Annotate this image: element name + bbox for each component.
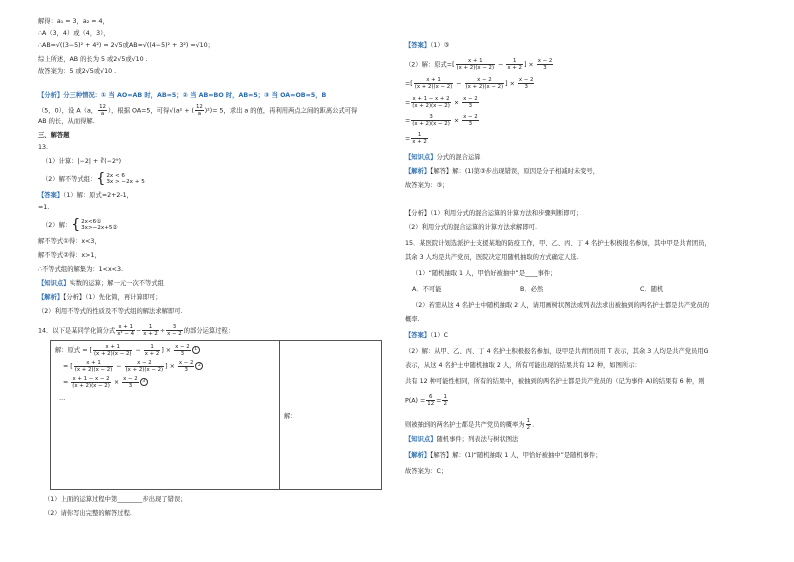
answer-line: P(A) = $\frac{6}{12}$ = $\frac{1}{2}$ [405, 394, 447, 407]
analysis-line: 【解析】【解答】解：(1)第③步出现错误，原因是分子相减时未变号， [405, 168, 600, 175]
work-box [50, 340, 382, 490]
question-part: （1）上面的运算过程中第________步出现了错误； [44, 496, 187, 503]
knowledge-point: 【知识点】随机事件；列表法与树状图法 [405, 436, 519, 443]
question-14: 14．以下是某同学化简分式 $\frac{x + 1}{\text{x² − 4}}$ − $\frac{1}{x + 2}$ ÷ $\frac{3}{x - 2}$ 的部分运算过程： [38, 324, 235, 337]
text-line: 故答案为：5 或2√5或√10 . [38, 68, 117, 75]
knowledge-point: 【知识点】分式的混合运算 [405, 154, 481, 161]
answer-line: （2）解：{ 2x<6① 3x>−2x+5② [42, 217, 118, 233]
answer-line: = $\frac{1}{x + 2}$ [405, 132, 427, 145]
answer-line: =[ $\frac{x + 1}{(x + 2)(x - 2)}$ − $\frac{x - 2}{(x + 2)(x - 2)}$ ] × $\frac{x - 2}{3}$ [405, 77, 534, 90]
answer-line: = $\frac{x + 1 - x + 2}{(x + 2)(x - 2)}$ × $\frac{x - 2}{3}$ [405, 96, 478, 109]
answer-line: 则被抽到的两名护士都是共产党员的概率为 $\frac{1}{2}$ . [405, 418, 535, 431]
answer-cell[interactable]: 解： [280, 341, 382, 490]
answer-line: ∴不等式组的解集为：1<x<3. [38, 266, 123, 273]
knowledge-point: 【知识点】实数的运算；解一元一次不等式组 [38, 280, 164, 287]
answer-line: 解不等式①得：x<3， [38, 238, 101, 245]
answer-line: = $\frac{3}{(x + 2)(x - 2)}$ × $\frac{x - 2}{3}$ [405, 114, 478, 127]
answer-line: 表示，从这 4 名护士中随机抽取 2 人，所有可能出现的结果共有 12 种，如图所示： [405, 362, 641, 369]
question-part: 概率. [405, 316, 420, 323]
question-15: 其余 3 人均是共产党员，医院决定用随机抽取的方式确定人选. [405, 254, 579, 261]
answer-line: 解不等式②得：x>1， [38, 252, 101, 259]
analysis-line: AB 的长，从而得解. [38, 118, 95, 125]
answer-line: 【答案】（1）C [405, 332, 449, 339]
text-line: 综上所述，AB 的长为 5 或2√5或√10 . [38, 56, 148, 63]
section-heading: 三、解答题 [38, 132, 70, 139]
answer-line: （2）解：从甲、乙、丙、丁 4 名护士积极报名参加，设甲是共青团员用 T 表示，其余 3 人均是共产党员用G [405, 348, 709, 355]
answer-line: 【答案】（1）③ [405, 42, 450, 49]
question-part: （1）“随机抽取 1 人，甲恰好被抽中”是____事件； [412, 270, 557, 277]
option-b: B．必然 [520, 286, 544, 293]
question-part: （1）计算：|−2| + ∛(−2⁹) [42, 158, 122, 165]
analysis-line: 【解析】【解答】解：(1)“随机抽取 1 人，甲恰好被抽中”是随机事件； [405, 452, 602, 459]
question-number: 13. [38, 144, 49, 151]
answer-line: =1. [38, 204, 50, 211]
analysis-line: （2）利用分式的混合运算的计算方法求解即可. [405, 224, 537, 231]
text-line: ∴A（3，4）或（4，3）， [38, 30, 110, 37]
analysis-line: （2）利用不等式的性质及不等式组的解法求解即可. [38, 308, 183, 315]
analysis-line: 故答案为：C； [405, 468, 448, 475]
text-line: 解得：a₁ = 3，a₂ = 4， [38, 18, 109, 25]
analysis-line: （5，0），设 A（a， $\frac{12}{a}$ ），根据 OA=5，可得√(a² + ( $\frac{12}{a}$ )²)= 5，求出 a 的值，再利用两点之间的距离公式可得 [38, 104, 358, 117]
text-line: ∴AB=√((3−5)² + 4²) = 2√5或AB=√((4−5)² + 3²) =√10； [38, 42, 214, 49]
answer-line: 【答案】（1）解：原式=2+2-1， [38, 192, 133, 199]
question-part: （2）请你写出完整的解答过程. [44, 510, 132, 517]
option-c: C．随机 [640, 286, 664, 293]
answer-line: 共有 12 种可能性相同，所有的结果中，被抽到的两名护士都是共产党员的（记为事件 A)的结果有 6 种，则 [405, 378, 705, 385]
analysis-line: 【分析】（1）利用分式的混合运算的计算方法和步骤判断即可； [405, 210, 583, 217]
answer-line: （2）解：原式=[ $\frac{x + 1}{(x + 2)(x - 2)}$ − $\frac{1}{x + 2}$ ] × $\frac{x - 2}{3}$ [405, 58, 553, 71]
analysis-line: 【分析】分三种情况：① 当 AO=AB 时，AB=5；② 当 AB=BO 时，AB=5；③ 当 OA=OB=5，B [38, 92, 327, 99]
analysis-line: 故答案为：③； [405, 182, 449, 189]
question-part: （2）若需从这 4 名护士中随机抽取 2 人，请用画树状图法或列表法求出被抽到的两名护士都是共产党员的 [412, 302, 710, 309]
question-15: 15．某医院计划选派护士支援某地的防疫工作，甲、乙、丙、丁 4 名护士积极报名参加，其中甲是共青团员， [405, 240, 711, 247]
analysis-line: 【解析】【分析】（1）先化简，再计算即可； [38, 294, 162, 301]
question-part: （2）解不等式组：{ 2x < 6 3x > −2x + 5 [42, 171, 145, 187]
option-a: A．不可能 [412, 286, 442, 293]
work-steps: 解：原式 = [ $\frac{x + 1}{(x + 2)(x - 2)}$ − $\frac{1}{x + 2}$ ] × $\frac{x - 2}{3}$ 1 = [ $\frac{x + 1}{(x + 2)(x - 2)}$ − $\frac{x - 2}{(x + 2)(x - 2)}$ ] × $\frac{x - 2}{3}$ 2 = $\frac{x + 1 - x - 2}{(x + 2)(x - 2)}$ × $\frac{x - 2}{3}$ 3 … [51, 341, 280, 490]
